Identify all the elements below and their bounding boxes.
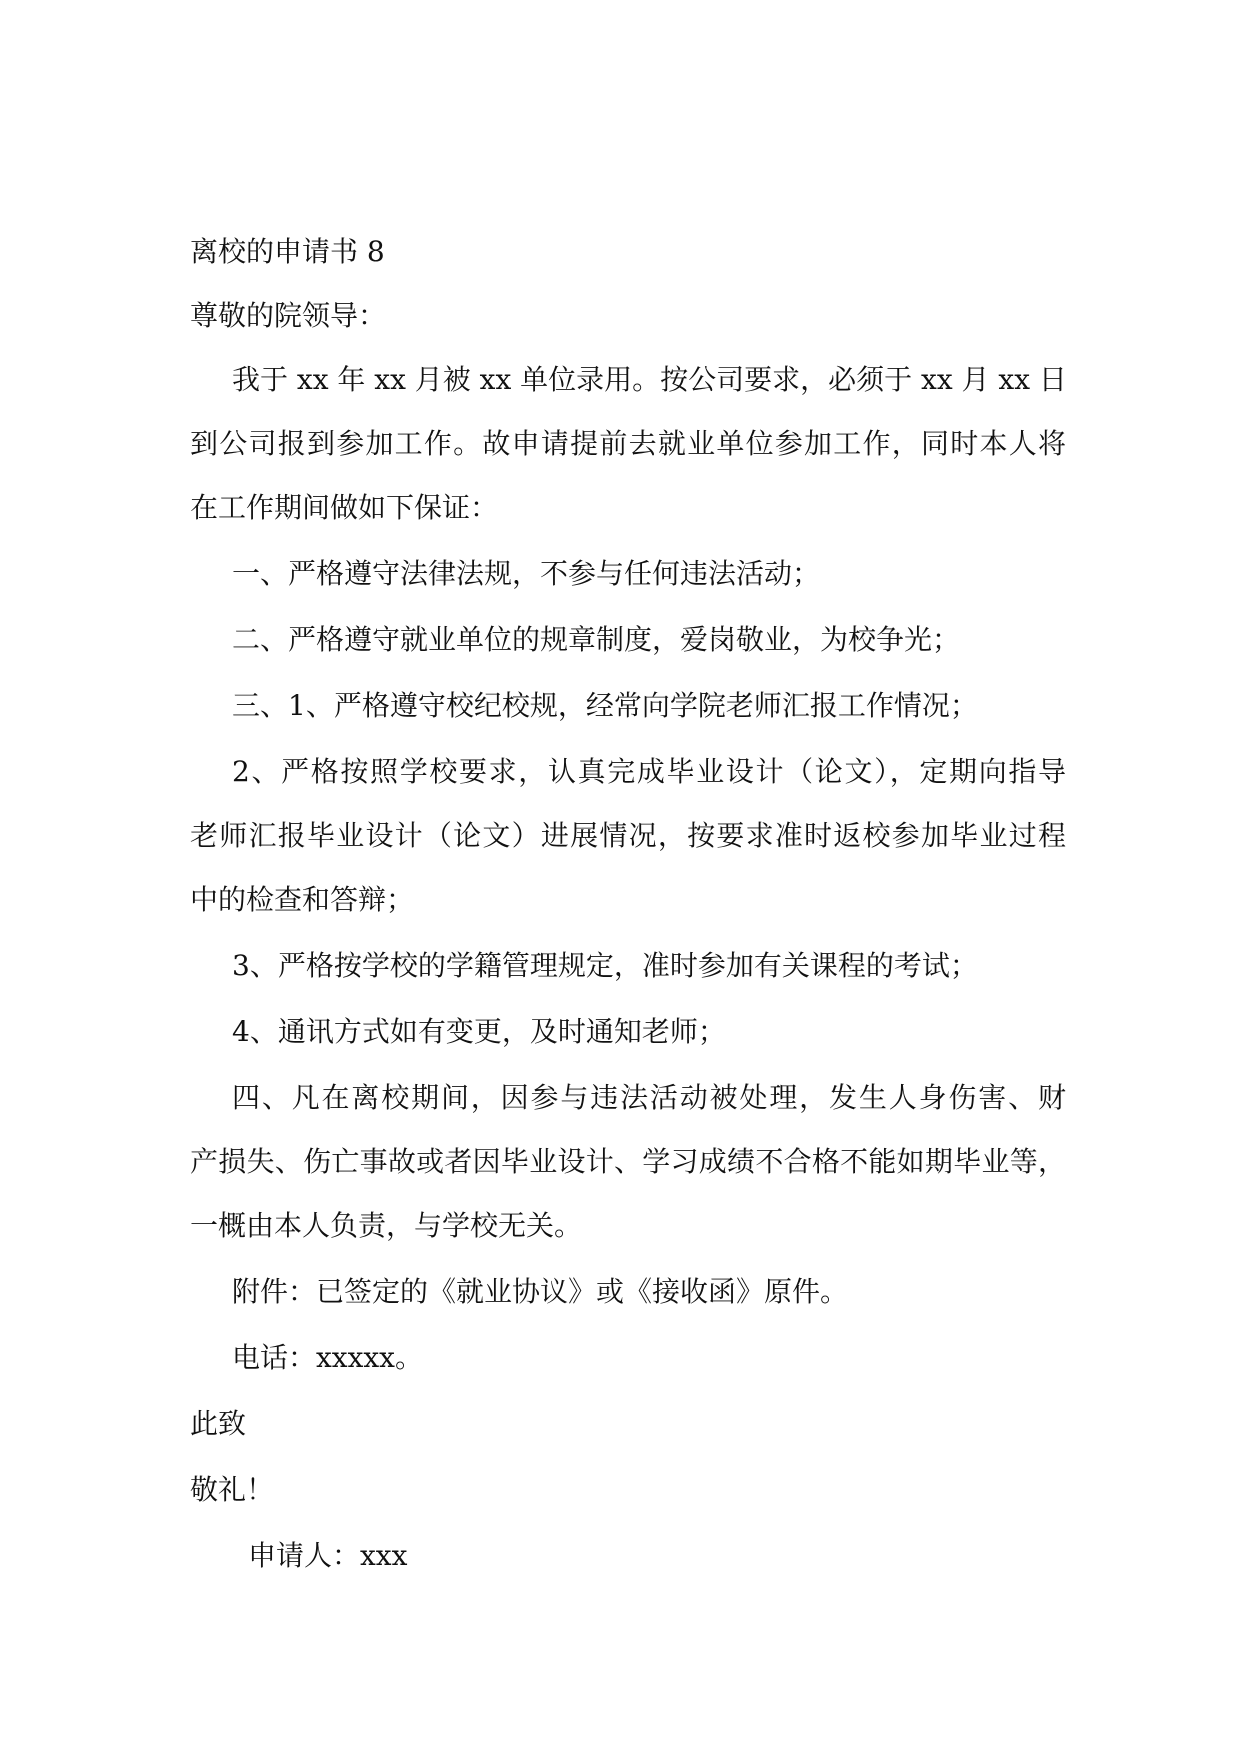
phone-line: 电话：xxxxx。	[232, 1341, 423, 1374]
paragraph-line: 中的检查和答辩；	[190, 883, 415, 916]
attachment-line: 附件：已签定的《就业协议》或《接收函》原件。	[232, 1275, 849, 1308]
paragraph-line: 二、严格遵守就业单位的规章制度，爱岗敬业，为校争光；	[232, 623, 961, 656]
paragraph-line: 一、严格遵守法律法规，不参与任何违法活动；	[232, 557, 821, 590]
paragraph-line: 4、通讯方式如有变更，及时通知老师；	[232, 1015, 726, 1048]
signature: 申请人：xxx	[248, 1539, 408, 1572]
paragraph-line: 我于 xx 年 xx 月被 xx 单位录用。按公司要求，必须于 xx 月 xx 日	[232, 363, 1067, 396]
closing-line: 敬礼！	[190, 1473, 275, 1506]
paragraph-line: 在工作期间做如下保证：	[190, 491, 499, 524]
paragraph-line: 到公司报到参加工作。故申请提前去就业单位参加工作，同时本人将	[190, 427, 1066, 460]
paragraph-line: 3、严格按学校的学籍管理规定，准时参加有关课程的考试；	[232, 949, 978, 982]
paragraph-line: 老师汇报毕业设计（论文）进展情况，按要求准时返校参加毕业过程	[190, 819, 1066, 852]
paragraph-line: 一概由本人负责，与学校无关。	[190, 1209, 583, 1242]
paragraph-line: 四、凡在离校期间，因参与违法活动被处理，发生人身伤害、财	[232, 1081, 1066, 1114]
document-title: 离校的申请书 8	[190, 235, 385, 268]
salutation: 尊敬的院领导：	[190, 299, 387, 332]
closing-line: 此致	[190, 1407, 247, 1440]
paragraph-line: 三、1、严格遵守校纪校规，经常向学院老师汇报工作情况；	[232, 689, 978, 722]
paragraph-line: 2、严格按照学校要求，认真完成毕业设计（论文），定期向指导	[232, 755, 1066, 788]
paragraph-line: 产损失、伤亡事故或者因毕业设计、学习成绩不合格不能如期毕业等，	[190, 1145, 1066, 1178]
